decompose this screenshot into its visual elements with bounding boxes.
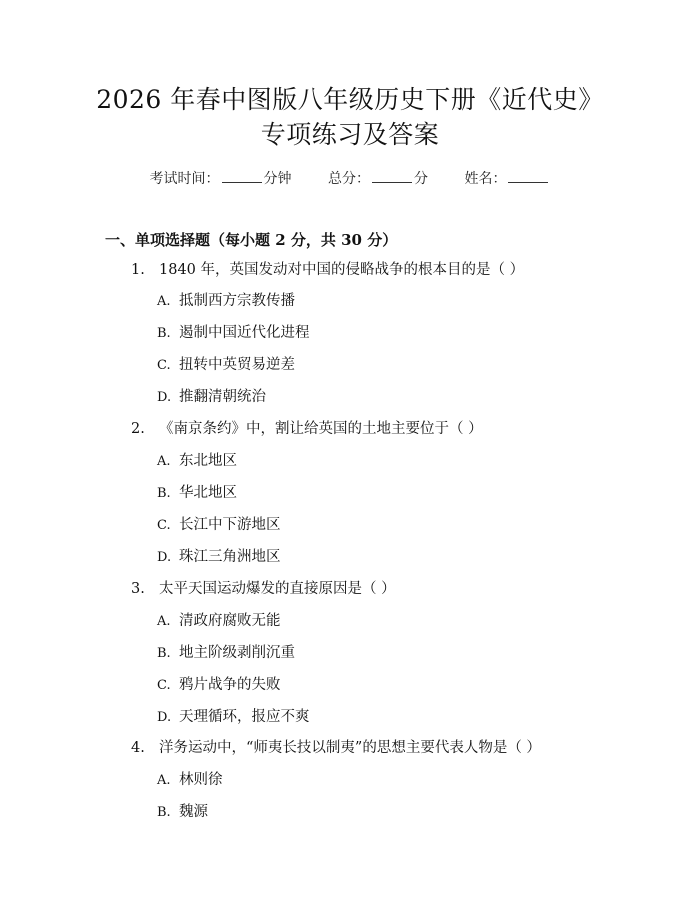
question-3-option-a [157, 611, 281, 632]
option-text: 林则徐 [179, 772, 223, 788]
question-3 [131, 579, 396, 599]
option-letter: A. [157, 773, 171, 788]
question-text: 1840 年，英国发动对中国的侵略战争的根本目的是（ ） [159, 262, 525, 278]
option-letter: B. [157, 646, 171, 661]
question-3-option-c [157, 675, 281, 696]
exam-time-unit: 分钟 [263, 171, 292, 187]
question-number: 4. [131, 740, 145, 756]
option-letter: B. [157, 805, 171, 820]
question-3-option-b [157, 643, 295, 664]
option-letter: A. [157, 614, 171, 629]
option-text: 抵制西方宗教传播 [179, 293, 295, 309]
option-text: 华北地区 [179, 485, 237, 501]
exam-meta-line [0, 168, 700, 189]
question-text: 洋务运动中，“师夷长技以制夷”的思想主要代表人物是（ ） [159, 740, 541, 756]
option-letter: C. [157, 358, 171, 373]
question-1-option-b [157, 323, 310, 344]
option-text: 魏源 [179, 804, 208, 820]
question-1 [131, 260, 524, 280]
option-letter: D. [157, 710, 172, 725]
total-score-unit: 分 [414, 171, 428, 187]
name-field [464, 168, 550, 189]
page-title-line2: 专项练习及答案 [260, 120, 440, 149]
option-letter: B. [157, 326, 171, 341]
page-title-line1: 2026 年春中图版八年级历史下册《近代史》 [96, 85, 604, 114]
option-letter: D. [157, 390, 172, 405]
question-text: 《南京条约》中，割让给英国的土地主要位于（ ） [159, 421, 483, 437]
option-text: 地主阶级剥削沉重 [179, 645, 295, 661]
question-2 [131, 419, 483, 439]
exam-time-field [150, 168, 292, 189]
total-score-label: 总分： [328, 171, 370, 187]
total-score-blank [372, 168, 412, 183]
name-blank [508, 168, 548, 183]
question-number: 1. [131, 262, 145, 278]
question-1-option-d [157, 387, 266, 408]
option-text: 推翻清朝统治 [179, 389, 266, 405]
option-text: 珠江三角洲地区 [179, 549, 281, 565]
option-text: 遏制中国近代化进程 [179, 325, 310, 341]
question-text: 太平天国运动爆发的直接原因是（ ） [159, 581, 396, 597]
option-text: 东北地区 [179, 453, 237, 469]
option-text: 鸦片战争的失败 [179, 677, 281, 693]
section-title: 一、单项选择题（每小题 2 分，共 30 分） [105, 231, 398, 249]
option-text: 长江中下游地区 [179, 517, 281, 533]
option-letter: C. [157, 678, 171, 693]
option-text: 扭转中英贸易逆差 [179, 357, 295, 373]
question-2-option-d [157, 547, 281, 568]
option-letter: C. [157, 518, 171, 533]
option-letter: A. [157, 454, 171, 469]
exam-time-label: 考试时间： [149, 171, 220, 187]
question-4-option-a [157, 770, 223, 791]
question-1-option-c [157, 355, 295, 376]
question-3-option-d [157, 707, 310, 728]
option-letter: B. [157, 486, 171, 501]
option-letter: D. [157, 550, 172, 565]
name-label: 姓名： [464, 171, 507, 187]
option-text: 天理循环，报应不爽 [179, 709, 310, 725]
question-4-option-b [157, 802, 208, 823]
question-2-option-a [157, 451, 237, 472]
question-number: 3. [131, 581, 145, 597]
question-number: 2. [131, 421, 145, 437]
exam-time-blank [222, 168, 262, 183]
option-text: 清政府腐败无能 [179, 613, 281, 629]
question-4 [131, 738, 541, 758]
question-1-option-a [157, 291, 295, 312]
question-2-option-c [157, 515, 281, 536]
question-2-option-b [157, 483, 237, 504]
option-letter: A. [157, 294, 171, 309]
total-score-field [328, 168, 428, 189]
